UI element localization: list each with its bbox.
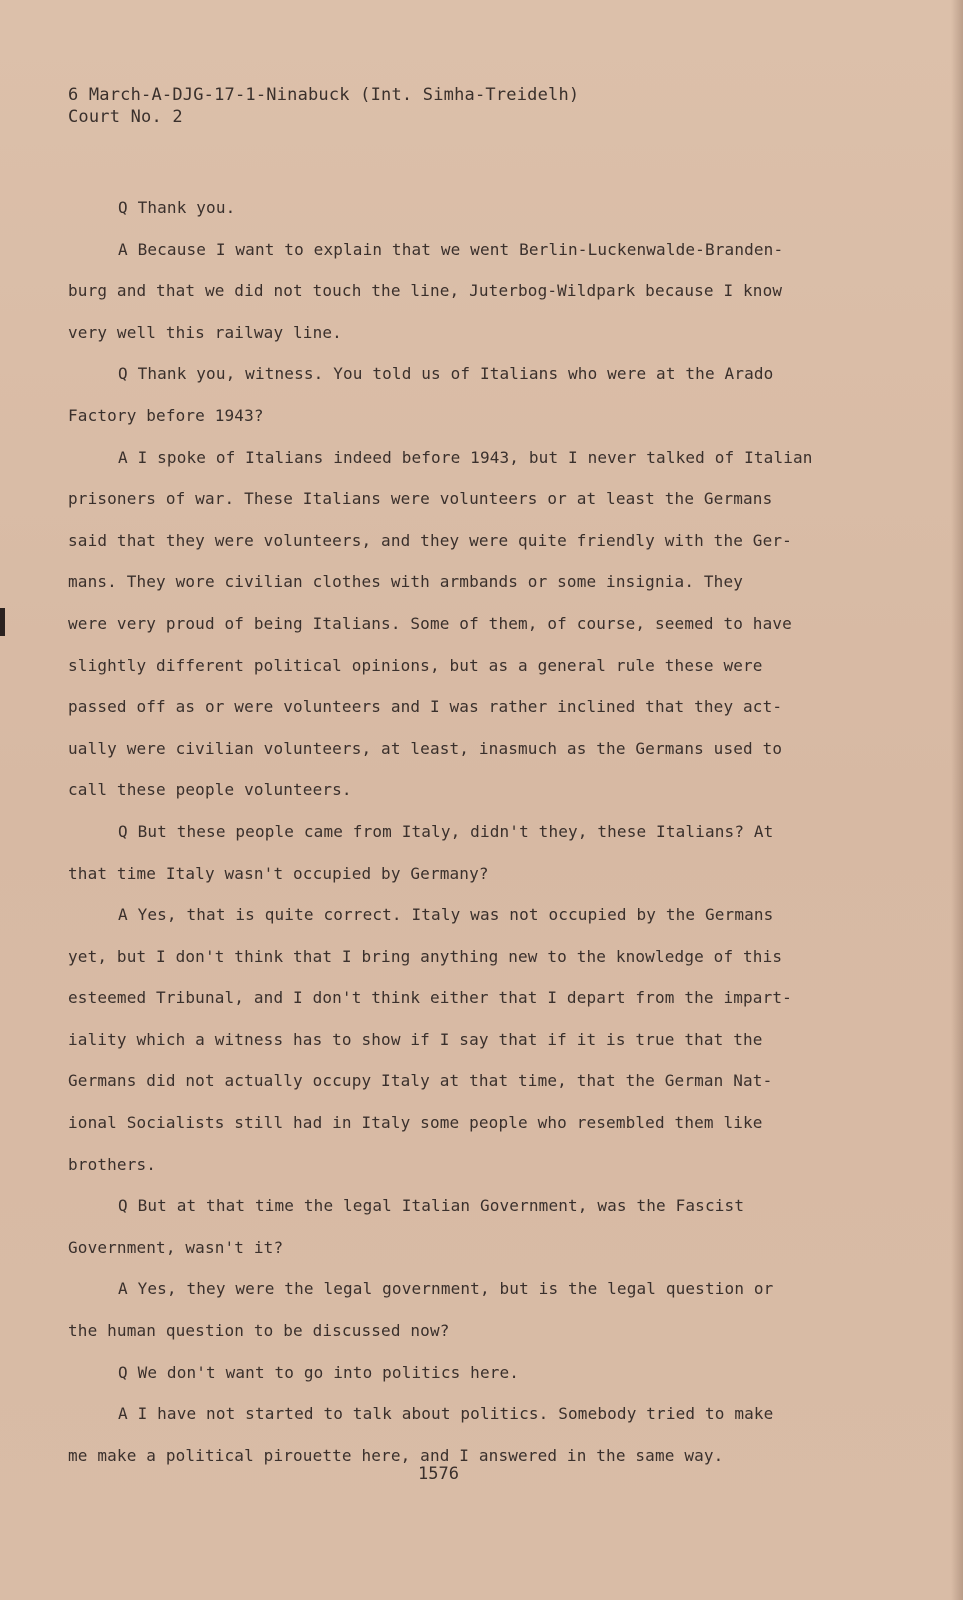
transcript-line: A I have not started to talk about politics. Somebody tried to make — [118, 1404, 774, 1424]
transcript-line: call these people volunteers. — [68, 780, 352, 800]
document-header — [68, 84, 579, 128]
transcript-line: Government, wasn't it? — [68, 1237, 284, 1257]
transcript-line: Q We don't want to go into politics here. — [118, 1362, 520, 1382]
transcript-line: burg and that we did not touch the line, Juterbog-Wildpark because I know — [68, 281, 783, 301]
transcript-line: brothers. — [68, 1154, 157, 1174]
transcript-line: Q But these people came from Italy, didn't they, these Italians? At — [118, 821, 774, 841]
header-court-line: Court No. 2 — [68, 107, 183, 127]
transcript-line: mans. They wore civilian clothes with armbands or some insignia. They — [68, 572, 744, 592]
page-number: 1576 — [418, 1464, 459, 1484]
transcript-line: Factory before 1943? — [68, 405, 264, 425]
transcript-line: A Yes, they were the legal government, but is the legal question or — [118, 1279, 774, 1299]
transcript-line: Q Thank you. — [118, 198, 236, 217]
transcript-line: passed off as or were volunteers and I was rather inclined that they act- — [68, 697, 783, 717]
transcript-line: Germans did not actually occupy Italy at that time, that the German Nat- — [68, 1071, 773, 1091]
transcript-line: ional Socialists still had in Italy some people who resembled them like — [68, 1113, 763, 1133]
transcript-line: esteemed Tribunal, and I don't think either that I depart from the impart- — [68, 988, 792, 1008]
transcript-line: said that they were volunteers, and they were quite friendly with the Ger- — [68, 530, 792, 550]
transcript-line: iality which a witness has to show if I say that if it is true that the — [68, 1029, 763, 1049]
transcript-line: A Yes, that is quite correct. Italy was not occupied by the Germans — [118, 905, 774, 925]
transcript-line: yet, but I don't think that I bring anything new to the knowledge of this — [68, 946, 783, 966]
binding-mark — [0, 608, 5, 636]
transcript-line: prisoners of war. These Italians were volunteers or at least the Germans — [68, 489, 773, 509]
transcript-line: that time Italy wasn't occupied by Germany? — [68, 863, 489, 883]
transcript-line: Q But at that time the legal Italian Government, was the Fascist — [118, 1196, 745, 1216]
transcript-body — [68, 187, 868, 1476]
header-case-line: 6 March-A-DJG-17-1-Ninabuck (Int. Simha-Treidelh) — [68, 85, 580, 105]
transcript-line: A I spoke of Italians indeed before 1943, but I never talked of Italian — [118, 447, 813, 467]
transcript-line: slightly different political opinions, but as a general rule these were — [68, 655, 763, 675]
transcript-line: me make a political pirouette here, and I answered in the same way. — [68, 1445, 724, 1465]
transcript-line: were very proud of being Italians. Some of them, of course, seemed to have — [68, 613, 792, 633]
transcript-line: very well this railway line. — [68, 322, 342, 342]
transcript-line: ually were civilian volunteers, at least, inasmuch as the Germans used to — [68, 738, 783, 758]
transcript-line: the human question to be discussed now? — [68, 1321, 450, 1341]
transcript-line: A Because I want to explain that we went Berlin-Luckenwalde-Branden- — [118, 239, 784, 259]
transcript-line: Q Thank you, witness. You told us of Italians who were at the Arado — [118, 364, 774, 384]
